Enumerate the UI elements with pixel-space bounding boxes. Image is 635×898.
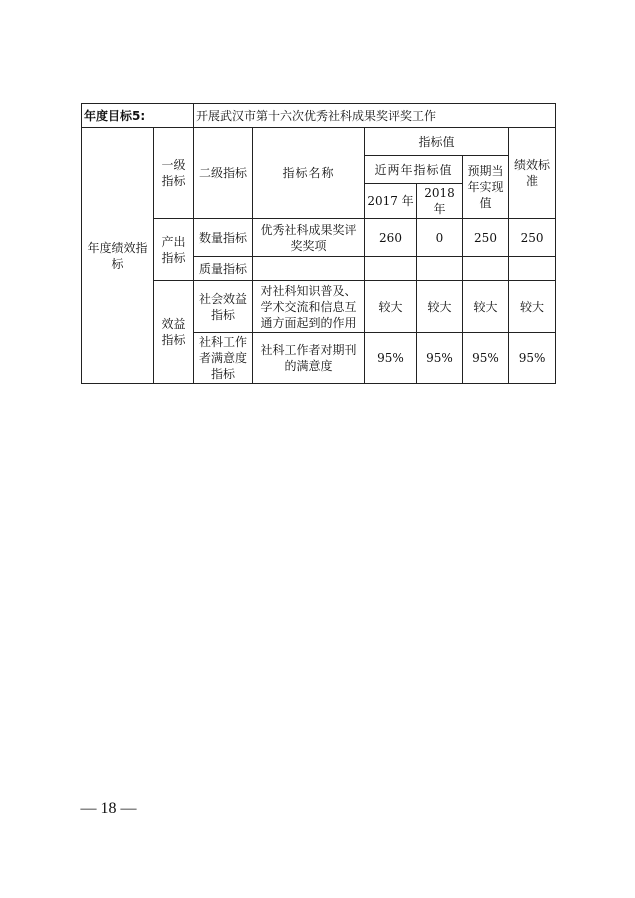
annual-indicator-header: 年度绩效指标 <box>82 128 154 384</box>
row-value-2018: 95% <box>417 333 463 384</box>
row-indicator-name <box>253 257 365 281</box>
row-indicator-name: 对社科知识普及、学术交流和信息互通方面起到的作用 <box>253 281 365 333</box>
row-level2: 社会效益指标 <box>194 281 253 333</box>
row-standard <box>509 257 556 281</box>
row-expected-value: 95% <box>463 333 509 384</box>
output-indicator-group: 产出指标 <box>154 219 194 281</box>
benefit-indicator-group: 效益指标 <box>154 281 194 384</box>
row-level2: 数量指标 <box>194 219 253 257</box>
indicator-value-header: 指标值 <box>365 128 509 156</box>
row-value-2017: 260 <box>365 219 417 257</box>
page-number: — 18 — <box>80 800 137 817</box>
performance-table <box>81 103 556 384</box>
indicator-name-header: 指标名称 <box>253 128 365 219</box>
row-indicator-name: 社科工作者对期刊的满意度 <box>253 333 365 384</box>
row-value-2018 <box>417 257 463 281</box>
recent-two-years-header: 近两年指标值 <box>365 156 463 184</box>
level2-header: 二级指标 <box>194 128 253 219</box>
row-standard: 95% <box>509 333 556 384</box>
row-standard: 较大 <box>509 281 556 333</box>
level1-header: 一级指标 <box>154 128 194 219</box>
row-indicator-name: 优秀社科成果奖评奖奖项 <box>253 219 365 257</box>
row-level2: 社科工作者满意度指标 <box>194 333 253 384</box>
row-level2: 质量指标 <box>194 257 253 281</box>
performance-standard-header: 绩效标准 <box>509 128 556 219</box>
row-expected-value: 250 <box>463 219 509 257</box>
row-value-2018: 较大 <box>417 281 463 333</box>
row-expected-value: 较大 <box>463 281 509 333</box>
row-value-2018: 0 <box>417 219 463 257</box>
year-2018-header: 2018 年 <box>417 184 463 219</box>
goal-text: 开展武汉市第十六次优秀社科成果奖评奖工作 <box>194 104 556 128</box>
row-value-2017: 较大 <box>365 281 417 333</box>
goal-label: 年度目标5: <box>82 104 194 128</box>
row-expected-value <box>463 257 509 281</box>
year-2017-header: 2017 年 <box>365 184 417 219</box>
row-value-2017: 95% <box>365 333 417 384</box>
row-standard: 250 <box>509 219 556 257</box>
row-value-2017 <box>365 257 417 281</box>
expected-value-header: 预期当年实现值 <box>463 156 509 219</box>
